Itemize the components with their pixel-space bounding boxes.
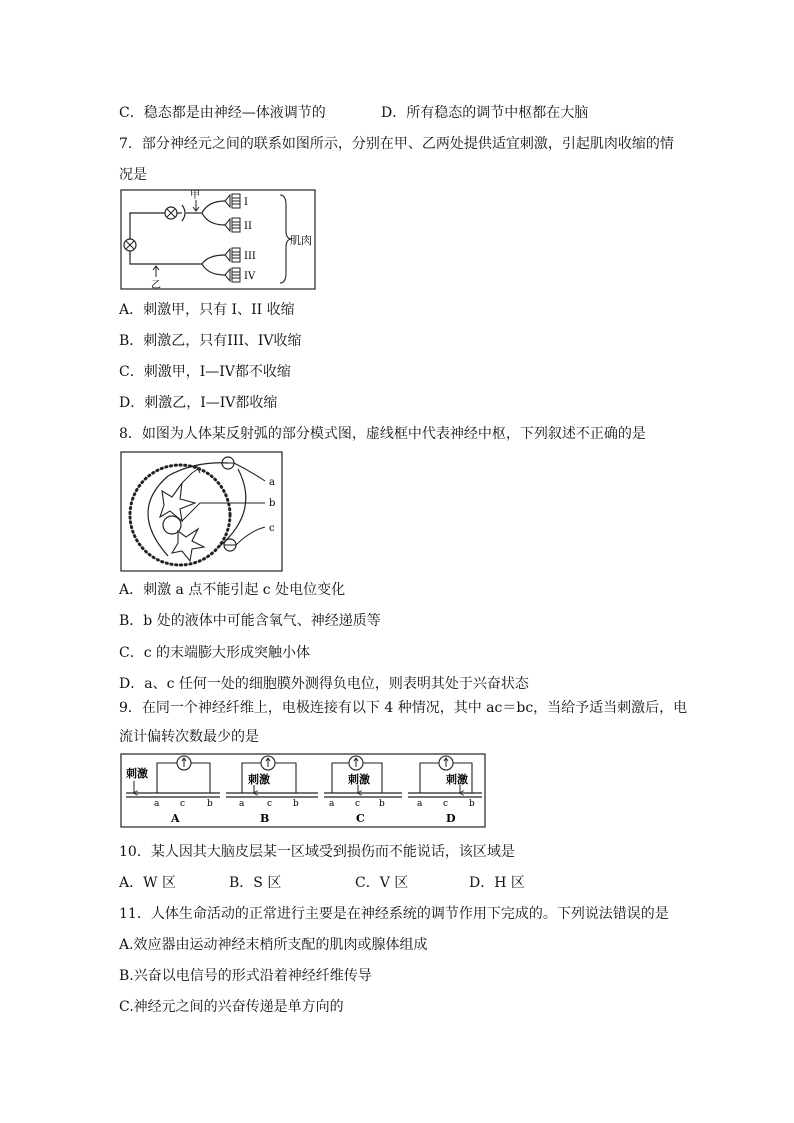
point-c: c: [443, 799, 449, 809]
q11-option-b: B.兴奋以电信号的形式沿着神经纤维传导: [119, 968, 372, 984]
point-c: c: [355, 799, 361, 809]
q7-option-c: C．刺激甲，I—IV都不收缩: [119, 364, 291, 380]
muscle-label-4: IV: [244, 271, 256, 282]
q7-option-b: B．刺激乙，只有III、IV收缩: [119, 333, 302, 349]
q8-option-c: C．c 的末端膨大形成突触小体: [119, 645, 311, 661]
panel-a: [126, 756, 220, 825]
point-b: b: [469, 799, 475, 809]
muscle-label-2: II: [244, 221, 252, 232]
stimulus-label: 刺激: [348, 773, 370, 786]
q8-option-b: B．b 处的液体中可能含氧气、神经递质等: [119, 613, 381, 629]
label-a: a: [269, 477, 275, 488]
panel-label-a: A: [171, 812, 180, 825]
q10-stem: 10．某人因其大脑皮层某一区域受到损伤而不能说话，该区域是: [119, 844, 515, 860]
q10-option-b: B．S 区: [229, 875, 282, 891]
q8-stem: 8．如图为人体某反射弧的部分模式图，虚线框中代表神经中枢，下列叙述不正确的是: [119, 426, 646, 442]
q8-option-d: D．a、c 任何一处的细胞膜外测得负电位，则表明其处于兴奋状态: [119, 676, 529, 692]
stimulus-yi-label: 乙: [151, 280, 161, 290]
q7-stem-line1: 7．部分神经元之间的联系如图所示，分别在甲、乙两处提供适宜刺激，引起肌肉收缩的情: [119, 136, 674, 152]
panel-label-b: B: [260, 812, 270, 825]
stimulus-label: 刺激: [446, 773, 468, 786]
panel-c: [324, 756, 402, 825]
label-c: c: [269, 523, 275, 534]
q7-stem-line2: 况是: [119, 167, 147, 183]
q10-option-c: C．V 区: [355, 875, 409, 891]
muscle-label-1: I: [244, 197, 248, 208]
point-b: b: [379, 799, 385, 809]
panel-b: [226, 756, 318, 825]
label-b: b: [269, 498, 276, 509]
point-a: a: [417, 799, 423, 809]
point-b: b: [293, 799, 299, 809]
q11-option-c: C.神经元之间的兴奋传递是单方向的: [119, 999, 344, 1015]
q6-option-c: C．稳态都是由神经—体液调节的: [119, 105, 326, 121]
q10-option-d: D．H 区: [469, 875, 525, 891]
point-b: b: [207, 799, 213, 809]
q8-option-a: A．刺激 a 点不能引起 c 处电位变化: [119, 582, 346, 598]
muscle-label-3: III: [244, 251, 256, 262]
q7-option-d: D．刺激乙，I—IV都收缩: [119, 395, 278, 411]
point-c: c: [180, 799, 186, 809]
panel-d: [408, 756, 482, 825]
q7-neuron-diagram: [120, 189, 316, 290]
stimulus-label: 刺激: [126, 767, 148, 780]
q10-option-a: A．W 区: [119, 875, 176, 891]
point-a: a: [239, 799, 245, 809]
point-a: a: [154, 799, 160, 809]
panel-label-d: D: [446, 812, 456, 825]
muscle-text: 肌肉: [290, 234, 312, 247]
q6-option-d: D．所有稳态的调节中枢都在大脑: [381, 105, 589, 121]
q7-option-a: A．刺激甲，只有 I、II 收缩: [119, 302, 295, 318]
q9-galvanometer-diagram: [120, 753, 486, 828]
stimulus-label: 刺激: [248, 773, 270, 786]
q9-stem-line2: 流计偏转次数最少的是: [119, 729, 259, 745]
point-a: a: [329, 799, 335, 809]
q11-option-a: A.效应器由运动神经末梢所支配的肌肉或腺体组成: [119, 937, 428, 953]
panel-label-c: C: [356, 812, 365, 825]
q11-stem: 11．人体生命活动的正常进行主要是在神经系统的调节作用下完成的。下列说法错误的是: [119, 906, 669, 922]
q8-reflex-arc-diagram: [120, 451, 283, 572]
stimulus-jia-label: 甲: [190, 190, 200, 201]
q9-stem-line1: 9．在同一个神经纤维上，电极连接有以下 4 种情况，其中 ac＝bc，当给予适当刺激后，电: [119, 700, 688, 716]
point-c: c: [267, 799, 273, 809]
